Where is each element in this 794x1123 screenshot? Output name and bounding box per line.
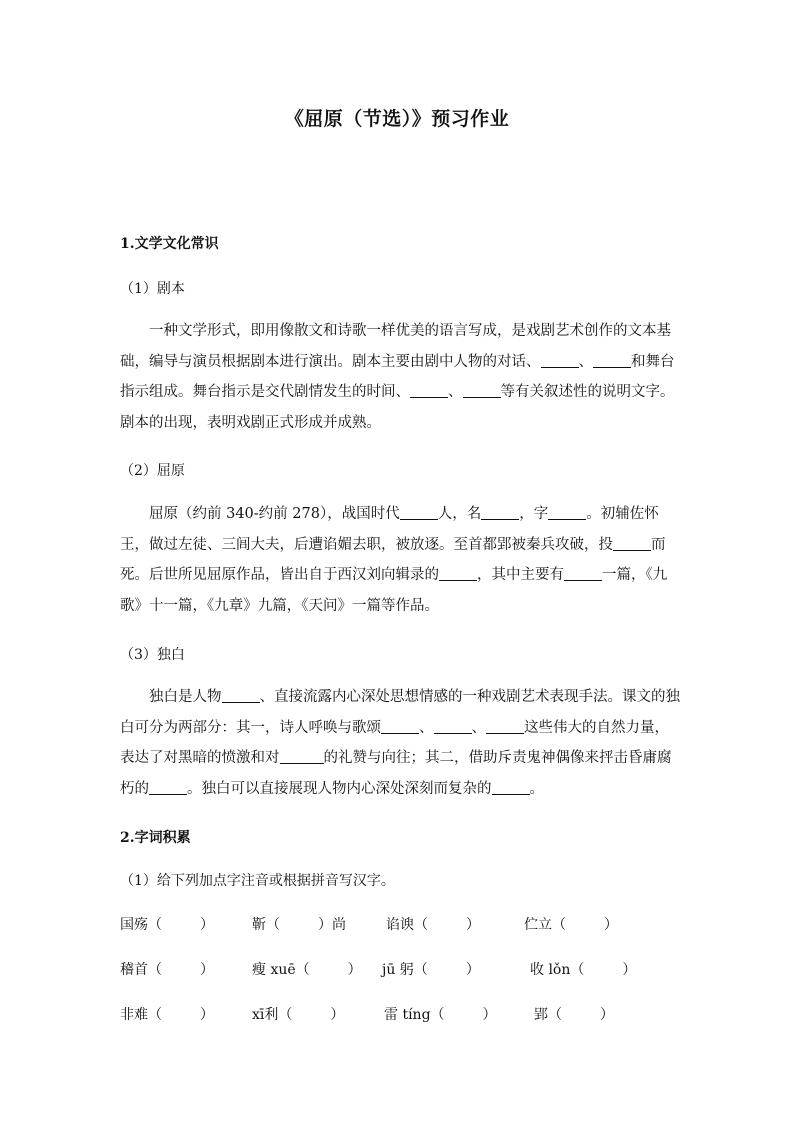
text: 。独白可以直接展现人物内心深处深刻而复杂的 — [187, 780, 492, 797]
fill-blank[interactable] — [434, 717, 472, 734]
fill-blank[interactable] — [613, 534, 651, 551]
text: 、直接流露内心深处思想情感的一种戏剧艺术表现手法。课文的独白可分为两部分：其一，诗人呼唤与歌颂 — [120, 689, 680, 736]
vocab-item[interactable] — [120, 959, 214, 979]
text: 国殇（ — [120, 917, 162, 933]
fill-blank[interactable] — [400, 503, 438, 520]
paragraph-quyuan — [120, 499, 680, 621]
fill-blank[interactable] — [381, 717, 419, 734]
vocab-item[interactable] — [252, 914, 346, 934]
vocab-item[interactable] — [382, 959, 480, 979]
text: 郢（ — [534, 1007, 562, 1023]
text: ） — [347, 962, 362, 978]
vocab-item[interactable] — [386, 914, 480, 934]
paragraph-script — [120, 316, 680, 438]
text: 靳（ — [252, 917, 280, 933]
text: 非难（ — [120, 1007, 162, 1023]
fill-blank[interactable] — [280, 747, 324, 764]
fill-blank[interactable] — [486, 717, 524, 734]
vocab-item[interactable] — [534, 1004, 614, 1024]
vocab-item[interactable] — [252, 959, 362, 979]
paragraph-monologue — [120, 682, 680, 804]
subheading-monologue: （3）独白 — [120, 647, 185, 663]
text: 、 — [419, 719, 434, 736]
vocab-item[interactable] — [120, 1004, 214, 1024]
text: 。初辅佐怀王，做过左徒、三闾大夫，后遭谄媚去职，被放逐。至首都郢被秦兵攻破，投 — [120, 506, 659, 553]
text: 和舞台指示组成。舞台指示是交代剧情发生的时间、 — [120, 353, 675, 400]
text: 、 — [471, 719, 486, 736]
section-heading-literature: 1.文学文化常识 — [120, 236, 219, 252]
text: ） — [482, 1007, 497, 1023]
vocab-item[interactable] — [252, 1004, 344, 1024]
fill-blank[interactable] — [541, 351, 579, 368]
text: 人，名 — [437, 506, 482, 522]
fill-blank[interactable] — [410, 381, 448, 398]
text: 收 lǒn（ — [530, 962, 585, 978]
fill-blank[interactable] — [564, 564, 602, 581]
page-title: 《屈原（节选）》预习作业 — [284, 108, 510, 130]
fill-blank[interactable] — [439, 564, 477, 581]
text: 谄谀（ — [386, 917, 428, 933]
text: 。 — [529, 780, 544, 797]
fill-blank[interactable] — [149, 778, 187, 795]
text: 屈原（约前 340-约前 278），战国时代 — [149, 506, 400, 522]
section-heading-vocabulary: 2.字词积累 — [120, 830, 191, 846]
vocab-item[interactable] — [524, 914, 618, 934]
text: ） — [600, 1007, 614, 1023]
text: 瘦 xuē（ — [252, 962, 310, 978]
subheading-script: （1）剧本 — [120, 281, 185, 297]
text: 一种文学形式，即用像散文和诗歌一样优美的语言写成，是戏剧艺术创作的文本基础，编导与演员根据剧本进行演出。剧本主要由剧中人物的对话、 — [120, 323, 671, 370]
text: ） — [200, 962, 214, 978]
text: ） — [466, 917, 480, 933]
subheading-quyuan: （2）屈原 — [120, 463, 185, 479]
fill-blank[interactable] — [222, 686, 260, 703]
subheading-pinyin-task: （1）给下列加点字注音或根据拼音写汉字。 — [120, 873, 395, 889]
vocab-row — [120, 914, 720, 934]
fill-blank[interactable] — [593, 351, 631, 368]
text: 而死。后世所见屈原作品，皆出自于西汉刘向辑录的 — [120, 536, 666, 583]
text: ） — [330, 1007, 345, 1023]
text: xī利（ — [252, 1007, 293, 1023]
text: 这些伟大的自然力量，表达了对黑暗的愤激和对 — [120, 719, 669, 766]
text: 伫立（ — [524, 917, 566, 933]
text: ） — [200, 917, 214, 933]
fill-blank[interactable] — [492, 778, 530, 795]
text: 等有关叙述性的说明文字。剧本的出现，表明戏剧正式形成并成熟。 — [120, 384, 675, 431]
text: 一篇，《九歌》十一篇，《九章》九篇，《天问》一篇等作品。 — [120, 567, 668, 614]
fill-blank[interactable] — [548, 503, 586, 520]
vocab-item[interactable] — [384, 1004, 497, 1024]
text: jū 躬（ — [382, 962, 428, 978]
vocab-row — [120, 1004, 720, 1024]
text: ，字 — [519, 506, 549, 522]
text: ） — [622, 962, 637, 978]
text: ） — [604, 917, 618, 933]
fill-blank[interactable] — [481, 503, 519, 520]
text: ） — [200, 1007, 214, 1023]
text: 稽首（ — [120, 962, 162, 978]
text: ，其中主要有 — [477, 567, 564, 583]
text: 的礼赞与向往；其二，借助斥责鬼神偶像来抨击昏庸腐朽的 — [120, 750, 672, 797]
fill-blank[interactable] — [463, 381, 501, 398]
vocab-item[interactable] — [120, 914, 214, 934]
text: 雷 tíng（ — [384, 1007, 445, 1023]
text: 、 — [578, 353, 593, 370]
text: 独白是人物 — [149, 689, 222, 705]
text: ）尚 — [318, 917, 346, 933]
vocab-row — [120, 959, 720, 979]
text: ） — [465, 962, 480, 978]
text: 、 — [448, 384, 463, 400]
vocab-item[interactable] — [530, 959, 636, 979]
